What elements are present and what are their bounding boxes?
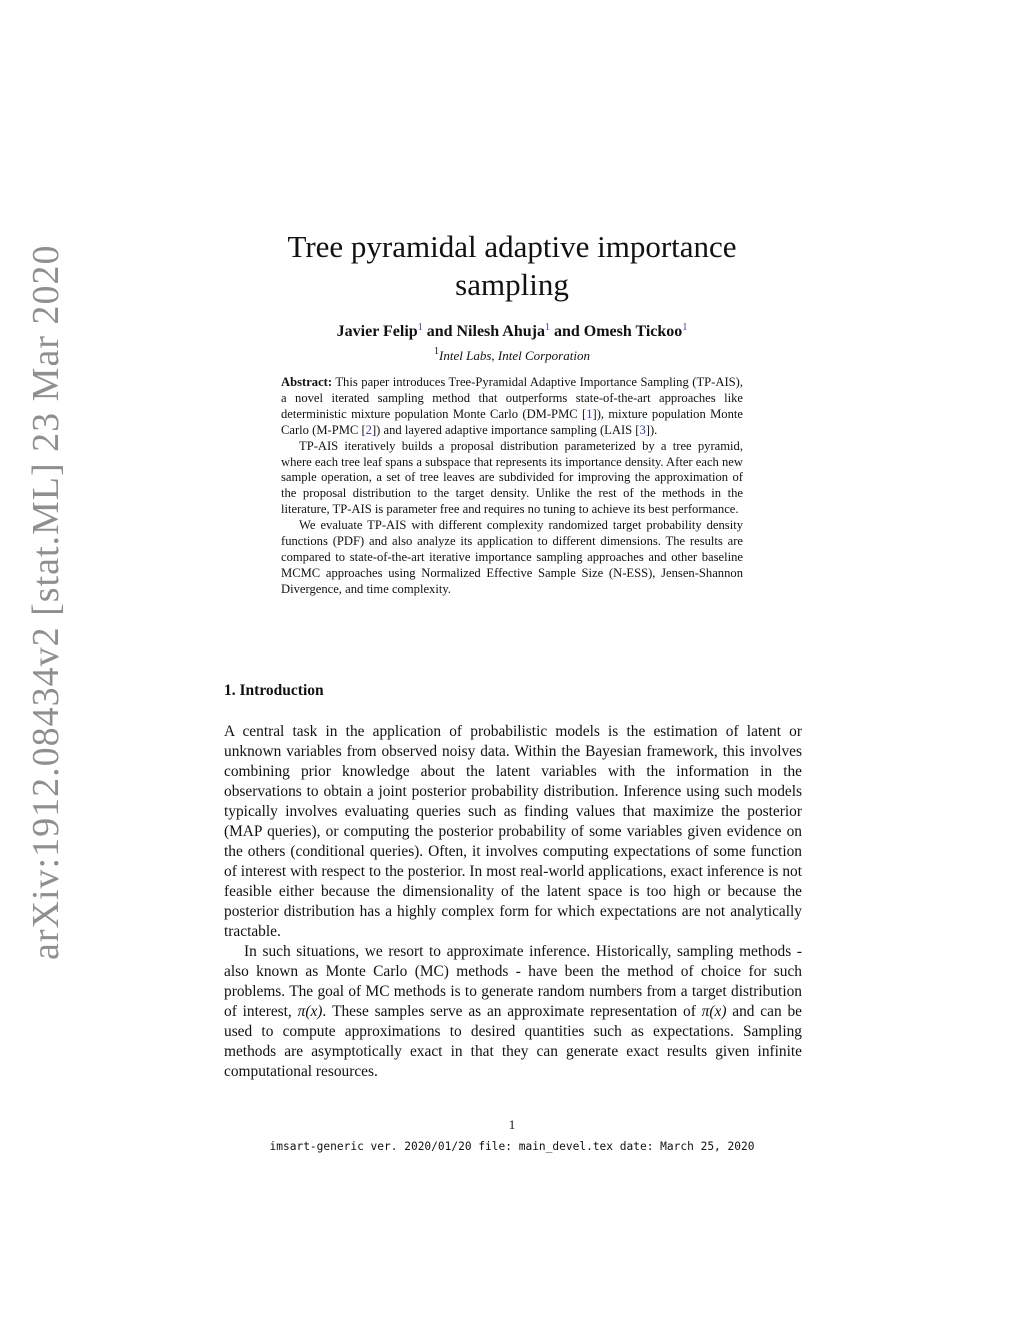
affiliation-text: Intel Labs, Intel Corporation bbox=[439, 348, 590, 363]
arxiv-identifier-stamp: arXiv:1912.08434v2 [stat.ML] 23 Mar 2020 bbox=[25, 244, 67, 960]
abstract-text: ]). bbox=[645, 422, 658, 437]
introduction-body bbox=[224, 722, 802, 1082]
author-name: Omesh Tickoo bbox=[583, 323, 683, 340]
abstract bbox=[281, 375, 743, 598]
affiliation bbox=[200, 346, 824, 364]
abstract-text: ]), mixture population Monte Carlo (M-PMC [ bbox=[281, 406, 743, 437]
affiliation-marker[interactable]: 1 bbox=[544, 322, 550, 333]
citation-link[interactable]: 3 bbox=[639, 422, 646, 437]
affiliation-number: 1 bbox=[434, 346, 440, 357]
page-number: 1 bbox=[508, 1117, 516, 1132]
body-text: . These samples serve as an approximate representation of bbox=[322, 1003, 702, 1020]
math-expression: π(x) bbox=[297, 1003, 323, 1020]
footer-metadata: imsart-generic ver. 2020/01/20 file: main_devel.tex date: March 25, 2020 bbox=[269, 1140, 755, 1153]
author-name: Javier Felip bbox=[336, 323, 418, 340]
abstract-paragraph: We evaluate TP-AIS with different complexity randomized target probability density functions (PDF) and also analyze its application to different dimensions. The results are compared to state-of-the-art iterative importance sampling approaches and other baseline MCMC approaches using Normalized Effective Sample Size (N-ESS), Jensen-Shannon Divergence, and time complexity. bbox=[281, 518, 743, 596]
citation-link[interactable]: 2 bbox=[365, 422, 372, 437]
author-list bbox=[200, 318, 824, 342]
abstract-label: Abstract: bbox=[281, 375, 333, 389]
abstract-paragraph bbox=[281, 375, 743, 439]
citation-link[interactable]: 1 bbox=[586, 406, 593, 421]
abstract-text: This paper introduces Tree-Pyramidal Adaptive Importance Sampling (TP-AIS), a novel iterated sampling method that outperforms state-of-the-art approaches like deterministic mixture population Monte Carlo (DM-PMC [ bbox=[281, 375, 743, 421]
affiliation-marker[interactable]: 1 bbox=[682, 322, 688, 333]
abstract-text: ]) and layered adaptive importance sampling (LAIS [ bbox=[371, 422, 640, 437]
affiliation-marker[interactable]: 1 bbox=[417, 322, 423, 333]
abstract-paragraph: TP-AIS iteratively builds a proposal distribution parameterized by a tree pyramid, where each tree leaf spans a subspace that represents its importance density. After each new sample operation, a set of tree leaves are subdivided for improving the approximation of the proposal distribution to the target density. Unlike the rest of the methods in the literature, TP-AIS is parameter free and requires no tuning to achieve its best performance. bbox=[281, 438, 743, 517]
author-separator: and bbox=[422, 323, 457, 340]
title-line-1: Tree pyramidal adaptive importance bbox=[287, 229, 737, 264]
body-text: and can be used to compute approximations to desired quantities such as expectations. Sampling methods are asymptotically exact in that they can generate exact results given infinite computational resources. bbox=[224, 1003, 803, 1080]
section-heading-introduction: 1. Introduction bbox=[224, 682, 324, 699]
paper-title bbox=[200, 228, 824, 304]
title-line-2: sampling bbox=[455, 267, 569, 302]
body-paragraph: A central task in the application of probabilistic models is the estimation of latent or unknown variables from observed noisy data. Within the Bayesian framework, this involves combining prior knowledge about the latent variables with the information in the observations to obtain a joint posterior probability distribution. Inference using such models typically involves evaluating queries such as finding values that maximize the posterior (MAP queries), or computing the posterior probability of some variables given evidence on the others (conditional queries). Often, it involves computing expectations of some function of interest with respect to the posterior. In most real-world applications, exact inference is not feasible either because the dimensionality of the latent space is too high or because the posterior distribution has a highly complex form for which expectations are not analytically tractable. bbox=[224, 723, 802, 940]
math-expression: π(x) bbox=[701, 1003, 727, 1020]
author-separator: and bbox=[549, 323, 584, 340]
body-text: In such situations, we resort to approximate inference. Historically, sampling methods - also known as Monte Carlo (MC) methods - have been the method of choice for such problems. The goal of MC methods is to generate random numbers from a target distribution of interest, bbox=[224, 943, 802, 1020]
body-paragraph bbox=[224, 942, 802, 1082]
author-name: Nilesh Ahuja bbox=[456, 323, 545, 340]
